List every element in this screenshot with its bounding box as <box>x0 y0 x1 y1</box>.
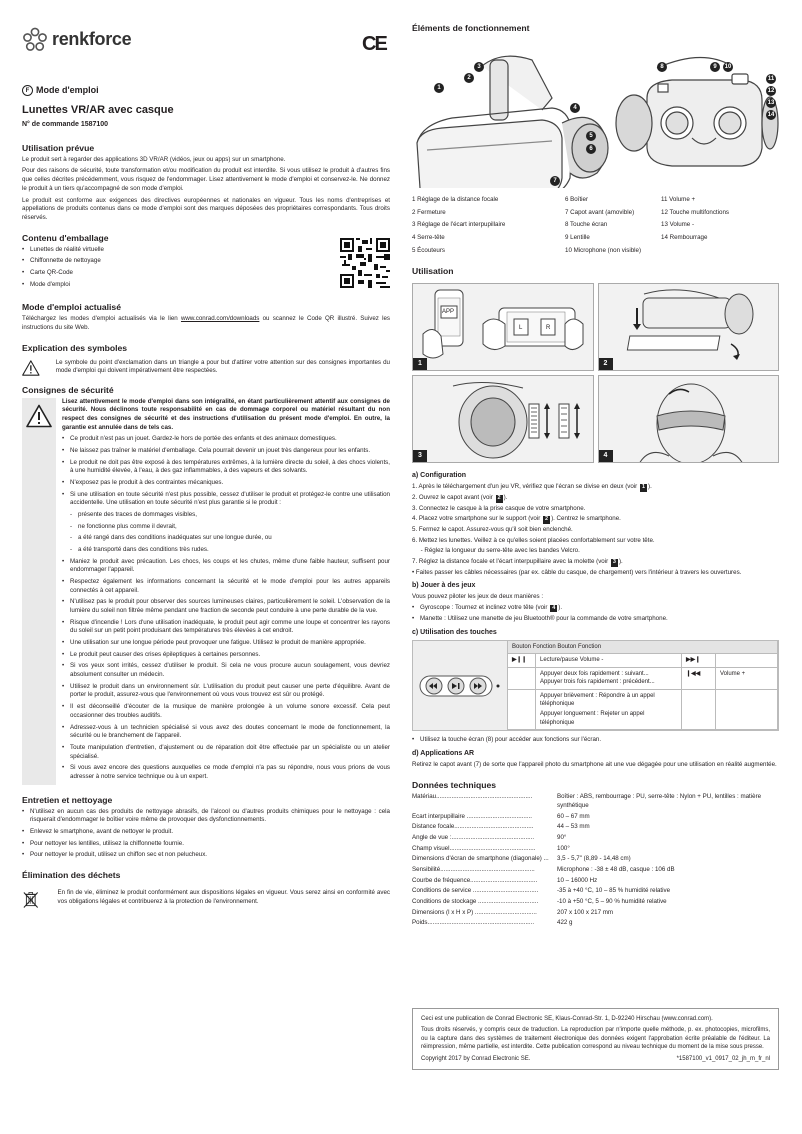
list-item: • Maniez le produit avec précaution. Les chocs, les coups et les chutes, même d'une faible hauteur, suffisent pour endommager l'appareil. <box>62 558 390 575</box>
safety-intro: Lisez attentivement le mode d'emploi dans son intégralité, en étant particulièrement attentif aux consignes de sécurité. Nous déclinons toute responsabilité en cas de dommage corporel ou matériel résultant du non respect des consignes de sécurité et des instructions d'utilisation du présent mode d'emploi. En outre, la garantie est annulée dans de tels cas. <box>62 397 390 431</box>
config-step <box>412 558 779 567</box>
spec-row <box>412 845 779 854</box>
spec-key: Dimensions d'écran de smartphone (diagonale) ... <box>412 855 549 863</box>
spec-row <box>412 793 779 810</box>
callout-1: 1 <box>434 83 444 93</box>
callout-9: 9 <box>710 62 720 72</box>
list-item: • Enlevez le smartphone, avant de nettoyer le produit. <box>22 828 390 837</box>
remote-illustration <box>413 641 507 730</box>
figure-number: 2 <box>599 358 613 370</box>
part-item: 1 Réglage de la distance focale <box>412 196 499 204</box>
list-item: • N'utilisez pas le produit pour observer des sources lumineuses claires, particulièrement le soleil. L'observation de la lumière du soleil non filtrée même pendant une fraction de seconde peut conduire à une perte durable de la vue. <box>62 598 390 615</box>
step-text: 5. Fermez le capot. Assurez-vous qu'il soit bien enclenché. <box>412 525 573 533</box>
list-item: • Une utilisation sur une longue période peut provoquer une fatigue. Utilisez le produit de manière appropriée. <box>62 639 390 648</box>
figure-3 <box>412 375 594 463</box>
step-text-end: ). <box>648 483 652 491</box>
keys-note: • Utilisez la touche écran (8) pour accéder aux fonctions sur l'écran. <box>412 736 779 745</box>
renkforce-flower-icon <box>22 27 48 53</box>
list-item: • Le produit ne doit pas être exposé à des températures extrêmes, à la lumière directe du soleil, à des chocs violents, à une humidité élevée, à l'eau, à des gaz inflammables, à des vapeurs et des solvants. <box>62 459 390 476</box>
list-item: • Si vous avez encore des questions auxquelles ce mode d'emploi n'a pas su répondre, nous vous prions de vous adresser à notre service technique ou à un expert. <box>62 764 390 781</box>
spec-row <box>412 834 779 843</box>
ar-text: Retirez le capot avant (7) de sorte que l'appareil photo du smartphone ait une vue dégagée pour une utilisation en réalité augmentée. <box>412 760 777 768</box>
part-item: 4 Serre-tête <box>412 234 445 242</box>
usage-title: Utilisation prévue <box>22 142 95 153</box>
games-intro: Vous pouvez piloter les jeux de deux manières : <box>412 593 544 601</box>
keys-table-header: Bouton Fonction Bouton Fonction <box>508 641 778 654</box>
list-item: • Utilisez le produit dans un environnement sûr. L'utilisation du produit peut causer une perte d'équilibre. Avant de porter le produit, assurez-vous que l'environnement où vous vous trouvez est sûr ou protégé. <box>62 683 390 700</box>
list-item: • Le produit peut causer des crises épileptiques à certaines personnes. <box>62 651 390 660</box>
list-item: • Manette : Utilisez une manette de jeu Bluetooth® pour la commande de votre smartphone. <box>412 615 779 624</box>
spec-key: Sensibilité....................................................... <box>412 865 535 873</box>
language-badge: F <box>22 85 33 96</box>
updated-text <box>22 315 390 332</box>
callout-8: 8 <box>657 62 667 72</box>
order-number: N° de commande 1587100 <box>22 120 109 128</box>
callout-10: 10 <box>724 64 732 71</box>
spec-key: Angle de vue :................................................ <box>412 833 535 841</box>
config-steps <box>412 483 779 577</box>
spec-value: -35 à +40 °C, 10 – 85 % humidité relative <box>557 887 671 895</box>
step-text: 2. Ouvrez le capot avant (voir <box>412 493 495 501</box>
keys-title: c) Utilisation des touches <box>412 629 497 637</box>
head-wearing-illustration <box>599 376 780 463</box>
callout-11: 11 <box>767 76 775 83</box>
care-title: Entretien et nettoyage <box>22 794 113 805</box>
part-item: 3 Réglage de l'écart interpupillaire <box>412 221 506 229</box>
spec-value: 60 – 67 mm <box>557 812 590 820</box>
spec-key: Écart interpupillaire ...................................... <box>412 812 533 820</box>
figure-ref: 1 <box>641 484 646 491</box>
step-text: 3. Connectez le casque à la prise casque de votre smartphone. <box>412 504 586 512</box>
crossed-bin-icon <box>22 885 40 915</box>
part-item: 12 Touche multifonctions <box>661 208 729 216</box>
next-track-icon: ▶▶❙ <box>682 654 716 667</box>
figure-ref: 2 <box>545 516 549 523</box>
callout-7: 7 <box>550 176 560 186</box>
parts-list <box>412 196 779 255</box>
part-item: 5 Écouteurs <box>412 246 446 254</box>
list-item: • Adressez-vous à un technicien spécialisé si vous avez des doutes concernant le mode de fonctionnement, la sécurité ou le branchement de l'appareil. <box>62 724 390 741</box>
safety-list <box>62 435 390 508</box>
volume-plus-function: Volume + <box>716 667 778 689</box>
list-item <box>412 604 779 613</box>
spec-row <box>412 855 779 864</box>
config-step <box>412 547 779 556</box>
play-pause-icon: ▶❙❙ <box>508 654 536 667</box>
spec-value: 207 x 100 x 217 mm <box>557 908 614 916</box>
list-item: • Respectez également les informations concernant la sécurité et le mode d'emploi pour les autres appareils connectés à cet appareil. <box>62 578 390 595</box>
ar-title: d) Applications AR <box>412 749 475 757</box>
renkforce-logo <box>22 27 131 53</box>
next-function: Appuyer deux fois rapidement : suivant... <box>540 670 649 677</box>
keys-note-list <box>412 736 779 745</box>
figure-1 <box>412 283 594 371</box>
symbols-title: Explication des symboles <box>22 342 128 353</box>
list-item: • Risque d'incendie ! Lors d'une utilisation inadéquate, le produit peut agir comme une loupe et concentrer les rayons du soleil sur un petit point produisant des températures très élevées à cet endroit. <box>62 619 390 636</box>
step-text: 7. Réglez la distance focale et l'écart interpupillaire avec la molette (voir <box>412 557 610 565</box>
keys-table-wrap <box>412 640 779 731</box>
list-item: • Ce produit n'est pas un jouet. Gardez-le hors de portée des enfants et des animaux domestiques. <box>62 435 390 444</box>
config-step <box>412 483 779 492</box>
step-text: • Faites passer les câbles nécessaires (par ex. câble du casque, de chargement) vers l'intérieur à travers les ouvertures. <box>412 568 742 576</box>
config-step <box>412 569 779 578</box>
callout-3: 3 <box>474 62 484 72</box>
list-item: • Pour nettoyer le produit, utilisez un chiffon sec et non pelucheux. <box>22 851 390 860</box>
gyro-text: Gyroscope : Tournez et inclinez votre tête (voir <box>420 603 550 611</box>
publisher-footer <box>412 1008 779 1070</box>
step-text-end: ). <box>618 557 623 565</box>
figure-number: 4 <box>599 450 613 462</box>
safety-list-2 <box>62 558 390 782</box>
disposal-title: Élimination des déchets <box>22 869 121 880</box>
utilisation-title: Utilisation <box>412 266 454 277</box>
elements-title: Éléments de fonctionnement <box>412 23 530 33</box>
right-eye-label: R <box>546 325 551 332</box>
list-item: • Carte QR-Code <box>22 269 390 278</box>
play-pause-function: Lecture/pause Volume - <box>536 654 682 667</box>
vr-headset-illustration <box>412 38 779 188</box>
step-text-end: ). Centrez le smartphone. <box>551 515 621 523</box>
headset-diagram <box>412 38 779 188</box>
config-step <box>412 505 779 514</box>
reject-call-function: Appuyer longuement : Rejeter un appel téléphonique <box>540 711 645 726</box>
disposal-text: En fin de vie, éliminez le produit conformément aux dispositions légales en vigueur. Vous serez ainsi en conformité avec vos obligations légales et contribuerez à la protection de l'environnement. <box>57 888 390 905</box>
games-title: b) Jouer à des jeux <box>412 582 476 590</box>
warning-triangle-icon <box>26 404 52 428</box>
spec-key: Conditions de stockage ................................... <box>412 897 539 905</box>
config-step <box>412 494 779 503</box>
previous-track-icon: ❙◀◀ <box>682 667 716 689</box>
games-list <box>412 604 779 624</box>
footer-rights: Tous droits réservés, y compris ceux de traduction. La reproduction par n'importe quelle méthode, p. ex. photocopies, microfilms, ou la capture dans des systèmes de traitement électronique des données exigent l'approbation écrite préalable de l'éditeur. La réimpression, même partielle, est interdite. Cette publication correspond au niveau technique du moment de la mise sous presse. <box>421 1027 770 1051</box>
list-item: • Toute manipulation d'entretien, d'ajustement ou de réparation doit être effectuée par un spécialiste ou un atelier spécialisé. <box>62 744 390 761</box>
left-eye-label: L <box>519 325 523 332</box>
brand-name: renkforce <box>52 29 132 50</box>
spec-key: Champ visuel.................................................. <box>412 844 536 852</box>
list-item: • N'exposez pas le produit à des contraintes mécaniques. <box>62 479 390 488</box>
spec-value: 90° <box>557 833 567 841</box>
spec-value: Microphone : -38 ± 48 dB, casque : 106 dB <box>557 865 675 873</box>
list-item: - a été transporté dans des conditions très rudes. <box>70 546 390 555</box>
step-text: 6. Mettez les lunettes. Veillez à ce qu'elles soient placées confortablement sur votre tête. <box>412 536 655 544</box>
list-item: • Il est déconseillé d'écouter de la musique de manière prolongée à un volume sonore excessif. Cela peut occasionner des troubles auditifs. <box>62 703 390 720</box>
spec-key: Courbe de fréquence....................................... <box>412 876 538 884</box>
package-title: Contenu d'emballage <box>22 232 109 243</box>
gyro-text-end: ). <box>558 603 563 611</box>
config-step <box>412 537 779 546</box>
figure-number: 3 <box>413 450 427 462</box>
part-item: 7 Capot avant (amovible) <box>565 208 635 216</box>
part-item: 6 Boîtier <box>565 196 589 204</box>
right-column <box>412 0 779 930</box>
list-item: • Si vos yeux sont irrités, cessez d'utiliser le produit. Si cela ne vous procure aucun soulagement, vous devriez absolument consulter un médecin. <box>62 662 390 679</box>
spec-row <box>412 866 779 875</box>
footer-publisher: Ceci est une publication de Conrad Electronic SE, Klaus-Conrad-Str. 1, D-92240 Hirschau (www.conrad.com). <box>421 1016 713 1022</box>
spec-value: 100° <box>557 844 570 852</box>
part-item: 8 Touche écran <box>565 221 608 229</box>
config-step <box>412 526 779 535</box>
part-item: 9 Lentille <box>565 234 590 242</box>
spec-row <box>412 813 779 822</box>
updated-text-b: ou scannez le Code QR illustré. Suivez les instructions du site Web. <box>22 315 390 331</box>
spec-value: 3,5 - 5,7" (8,89 - 14,48 cm) <box>557 855 631 863</box>
spec-key: Conditions de service ...................................... <box>412 887 539 895</box>
spec-row <box>412 877 779 886</box>
part-item: 2 Fermeture <box>412 208 446 216</box>
figure-2 <box>598 283 780 371</box>
updated-title: Mode d'emploi actualisé <box>22 302 121 313</box>
remote-control-icon <box>419 673 501 699</box>
list-item: - ne fonctionne plus comme il devrait, <box>70 523 390 532</box>
ce-mark: CE <box>362 33 386 55</box>
step-text: - Réglez la longueur du serre-tête avec les bandes Velcro. <box>412 547 580 555</box>
list-item: - a été rangé dans des conditions inadéquates sur une longue durée, ou <box>70 534 390 543</box>
figure-ref: 3 <box>612 558 616 565</box>
package-list <box>22 246 390 290</box>
footer-code: *1587100_v1_0917_02_jh_m_fr_nl <box>676 1055 770 1062</box>
open-cover-illustration <box>599 284 780 371</box>
list-item: • Mode d'emploi <box>22 281 390 290</box>
usage-text-2: Pour des raisons de sécurité, toute transformation et/ou modification du produit est interdite. Si vous utilisez le produit à d'autres fins que celles décrites précédemment, vous risquez de l'endommager. Lisez attentivement le mode d'emploi et conservez-le. Ne donnez le produit à un tiers qu'accompagné de son mode d'emploi. <box>22 167 390 192</box>
app-label: APP <box>442 309 455 316</box>
tech-title: Données techniques <box>412 780 497 791</box>
warning-triangle-icon <box>22 356 40 380</box>
list-item: • Ne laissez pas traîner le matériel d'emballage. Cela pourrait devenir un jouet très dangereux pour les enfants. <box>62 447 390 456</box>
callout-2: 2 <box>464 73 474 83</box>
spec-row <box>412 823 779 832</box>
list-item: • Si une utilisation en toute sécurité n'est plus possible, cessez d'utiliser le produit et protégez-le contre une utilisation accidentelle. Une utilisation en toute sécurité n'est plus garantie si le produit : <box>62 491 390 508</box>
spec-value: 44 – 53 mm <box>557 823 590 831</box>
spec-row <box>412 898 779 907</box>
spec-row <box>412 919 779 928</box>
spec-value: 10 – 16000 Hz <box>557 876 598 884</box>
spec-key: Matériau........................................................ <box>412 793 533 801</box>
phone-illustration <box>413 284 594 371</box>
call-functions <box>536 689 682 730</box>
list-item: - présente des traces de dommages visibles, <box>70 511 390 520</box>
tech-specs <box>412 793 779 928</box>
figure-ref: 4 <box>552 604 556 611</box>
download-link[interactable]: www.conrad.com/downloads <box>180 315 260 323</box>
spec-row <box>412 909 779 918</box>
callout-5: 5 <box>586 131 596 141</box>
callout-12: 12 <box>767 88 775 95</box>
figure-4 <box>598 375 780 463</box>
callout-4: 4 <box>570 103 580 113</box>
spec-key: Dimensions (l x H x P) .................................... <box>412 908 537 916</box>
step-text-end: ). <box>503 493 508 501</box>
callout-14: 14 <box>767 112 775 119</box>
list-item: • Chiffonnette de nettoyage <box>22 257 390 266</box>
adjust-wheel-illustration <box>413 376 594 463</box>
updated-text-a: Téléchargez les modes d'emploi actualisés via le lien <box>22 315 181 323</box>
list-item: • N'utilisez en aucun cas des produits de nettoyage abrasifs, de l'alcool ou d'autres produits chimiques pour le nettoyage : cela risquerait d'endommager le boîtier voire même de provoquer des dysfonctionnements. <box>22 808 390 825</box>
symbols-text: Le symbole du point d'exclamation dans un triangle a pour but d'attirer votre attention sur des consignes importantes du mode d'emploi qui doivent impérativement être respectées. <box>55 358 390 375</box>
figure-number: 1 <box>413 358 427 370</box>
care-list <box>22 808 390 860</box>
usage-text-3: Le produit est conforme aux exigences des directives européennes et nationales en vigueur. Tous les noms d'entreprises et appellations de produits contenus dans ce mode d'emploi sont des marques déposées des propriétaires correspondants. Tous droits réservés. <box>22 196 390 221</box>
usage-figures <box>412 283 779 463</box>
footer-copyright: Copyright 2017 by Conrad Electronic SE. <box>421 1055 531 1062</box>
part-item: 11 Volume + <box>661 196 696 204</box>
keys-table <box>507 641 778 730</box>
qr-code[interactable] <box>340 238 390 288</box>
part-item: 10 Microphone (non visible) <box>565 246 642 254</box>
safety-sublist <box>62 511 390 555</box>
figure-ref: 2 <box>497 494 501 501</box>
list-item: • Pour nettoyer les lentilles, utilisez la chiffonnette fournie. <box>22 840 390 849</box>
step-text: 4. Placez votre smartphone sur le support (voir <box>412 515 542 523</box>
config-step <box>412 515 779 524</box>
callout-6: 6 <box>586 144 596 154</box>
spec-value: -10 à +50 °C, 5 – 90 % humidité relative <box>557 897 667 905</box>
spec-key: Poids.............................................................. <box>412 919 535 927</box>
part-item: 14 Rembourrage <box>661 234 708 242</box>
safety-title: Consignes de sécurité <box>22 384 114 395</box>
doc-type: Mode d'emploi <box>36 85 99 95</box>
part-item: 13 Volume - <box>661 221 695 229</box>
callout-13: 13 <box>767 100 775 107</box>
list-item: • Lunettes de réalité virtuelle <box>22 246 390 255</box>
spec-value: 422 g <box>557 919 573 927</box>
answer-call-function: Appuyer brièvement : Répondre à un appel téléphonique <box>540 692 655 707</box>
spec-key: Distance focale.............................................. <box>412 823 534 831</box>
previous-function: Appuyer trois fois rapidement : précédent... <box>540 679 655 686</box>
usage-text-1: Le produit sert à regarder des applications 3D VR/AR (vidéos, jeux ou apps) sur un smartphone. <box>22 155 286 163</box>
skip-functions <box>536 667 682 689</box>
product-title: Lunettes VR/AR avec casque <box>22 103 174 116</box>
config-title: a) Configuration <box>412 472 467 480</box>
step-text: 1. Après le téléchargement d'un jeu VR, vérifiez que l'écran se divise en deux (voir <box>412 483 639 491</box>
spec-value: Boîtier : ABS, rembourrage : PU, serre-tête : Nylon + PU, lentilles : matière synthétique <box>557 793 762 809</box>
spec-row <box>412 887 779 896</box>
